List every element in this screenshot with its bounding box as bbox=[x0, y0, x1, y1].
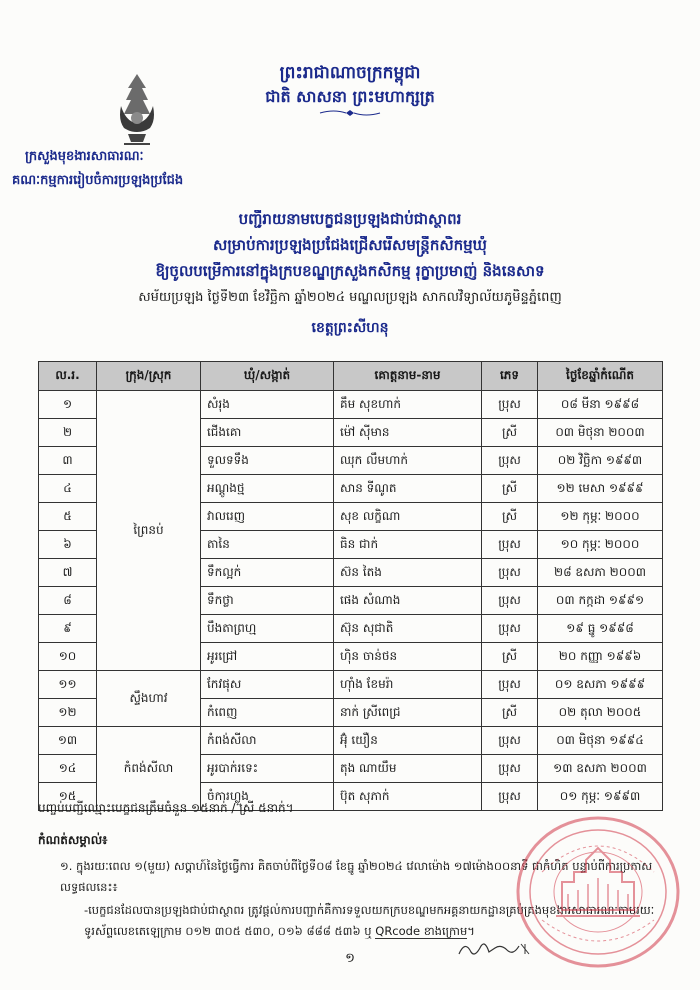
cell-district: ព្រៃនប់ bbox=[97, 391, 201, 671]
qrcode-reference: QRcode ខាងក្រោម bbox=[375, 924, 468, 938]
cell-name: នាក់ ស្រីពេជ្រ bbox=[334, 699, 482, 727]
cell-commune: បឹងតាព្រហ្ម bbox=[201, 615, 334, 643]
cell-sex: ប្រុស bbox=[482, 559, 538, 587]
cell-no: ៧ bbox=[39, 559, 97, 587]
committee-name: គណៈកម្មការរៀបចំការប្រឡងប្រជែង bbox=[12, 173, 184, 188]
cell-sex: ប្រុស bbox=[482, 531, 538, 559]
cell-no: ៨ bbox=[39, 587, 97, 615]
exam-session-line: សម័យប្រឡង ថ្ងៃទី២៣ ខែវិច្ឆិកា ឆ្នាំ២០២៤ មណ្ឌលប្រឡង សាកលវិទ្យាល័យភូមិន្ទភ្នំពេញ bbox=[138, 290, 562, 305]
cell-commune: អូរជ្រៅ bbox=[201, 643, 334, 671]
cell-sex: ប្រុស bbox=[482, 783, 538, 811]
cell-name: ម៉ៅ ស៊ីមាន bbox=[334, 419, 482, 447]
cell-dob: ០៣ កក្កដា ១៩៩១ bbox=[538, 587, 663, 615]
cell-sex: ប្រុស bbox=[482, 671, 538, 699]
cell-no: ១២ bbox=[39, 699, 97, 727]
note-item-2-end: ។ bbox=[467, 924, 475, 938]
cell-commune: កំពេញ bbox=[201, 699, 334, 727]
cell-name: ផេង សំណាង bbox=[334, 587, 482, 615]
cell-district: កំពង់សីលា bbox=[97, 727, 201, 811]
note-item-2-text: -បេក្ខជនដែលបានប្រឡងជាប់ជាស្ថាពរ ត្រូវផ្ដល់ការបញ្ជាក់គឺការទទួលយកក្របខណ្ឌមកអគ្គនាយកដ្ឋានគ្រប់គ្រងមុខងារសាធារណៈតាមរយៈទូរស័ព្ទលេខតេឡេក្រាម ០១២ ៣០៥ ៥៣០, ០១៦ ៨៨៨ ៥៣៦ ឬ bbox=[84, 903, 655, 938]
page-number: ១ bbox=[345, 951, 355, 966]
official-seal-stamp bbox=[512, 812, 684, 972]
cell-no: ២ bbox=[39, 419, 97, 447]
table-row bbox=[39, 671, 663, 699]
signature bbox=[455, 938, 535, 960]
cell-commune: តានៃ bbox=[201, 531, 334, 559]
notes-heading: កំណត់សម្គាល់៖ bbox=[38, 833, 108, 847]
cell-sex: ប្រុស bbox=[482, 447, 538, 475]
cell-commune: វាលរេញ bbox=[201, 503, 334, 531]
cell-sex: ស្រី bbox=[482, 643, 538, 671]
cell-dob: ០៣ មិថុនា ២០០៣ bbox=[538, 419, 663, 447]
cell-commune: អូរបាក់រទេះ bbox=[201, 755, 334, 783]
cell-dob: ០១ ឧសភា ១៩៩៩ bbox=[538, 671, 663, 699]
cell-commune: កំពង់សីលា bbox=[201, 727, 334, 755]
col-header-no: ល.រ. bbox=[39, 362, 97, 391]
cell-no: ៣ bbox=[39, 447, 97, 475]
cell-name: អ៊ុំ យឿន bbox=[334, 727, 482, 755]
candidates-table bbox=[38, 361, 663, 811]
cell-no: ៩ bbox=[39, 615, 97, 643]
national-motto: ជាតិ សាសនា ព្រះមហាក្សត្រ bbox=[265, 87, 435, 106]
cell-sex: ស្រី bbox=[482, 699, 538, 727]
cell-sex: ប្រុស bbox=[482, 727, 538, 755]
cell-dob: ២៨ ឧសភា ២០០៣ bbox=[538, 559, 663, 587]
cell-sex: ប្រុស bbox=[482, 587, 538, 615]
col-header-sex: ភេទ bbox=[482, 362, 538, 391]
cell-commune: ទួលទទឹង bbox=[201, 447, 334, 475]
list-summary: បញ្ចប់បញ្ជីឈ្មោះបេក្ខជនត្រឹមចំនួន ១៥នាក់ / ស្រី ៥នាក់។ bbox=[38, 801, 294, 815]
cell-dob: ១៣ ឧសភា ២០០៣ bbox=[538, 755, 663, 783]
cell-commune: ទឹកថ្លា bbox=[201, 587, 334, 615]
cell-commune: ទឹកល្អក់ bbox=[201, 559, 334, 587]
document-subtitle-2: ឱ្យចូលបម្រើការនៅក្នុងក្របខណ្ឌក្រសួងកសិកម្ម រុក្ខាប្រមាញ់ និងនេសាទ bbox=[155, 262, 545, 280]
cell-no: ១៤ bbox=[39, 755, 97, 783]
cell-sex: ស្រី bbox=[482, 419, 538, 447]
cell-no: ១០ bbox=[39, 643, 97, 671]
cell-name: ស៊ុន សុជាតិ bbox=[334, 615, 482, 643]
cell-no: ១៣ bbox=[39, 727, 97, 755]
cell-name: គឹម សុខហាក់ bbox=[334, 391, 482, 419]
cell-dob: ១២ កុម្ភៈ ២០០០ bbox=[538, 503, 663, 531]
col-header-dob: ថ្ងៃខែឆ្នាំកំណើត bbox=[538, 362, 663, 391]
table-header-row bbox=[39, 362, 663, 391]
cell-dob: ០៣ មិថុនា ១៩៩៤ bbox=[538, 727, 663, 755]
cell-commune: កែវផុស bbox=[201, 671, 334, 699]
kingdom-heading: ព្រះរាជាណាចក្រកម្ពុជា bbox=[279, 63, 421, 83]
cell-dob: ២០ កញ្ញា ១៩៩៦ bbox=[538, 643, 663, 671]
cell-commune: សំរុង bbox=[201, 391, 334, 419]
ministry-name: ក្រសួងមុខងារសាធារណៈ bbox=[25, 149, 144, 164]
table-row bbox=[39, 391, 663, 419]
cell-name: តុង ណាយឹម bbox=[334, 755, 482, 783]
ministry-emblem bbox=[112, 70, 162, 150]
cell-no: ៦ bbox=[39, 531, 97, 559]
table-row bbox=[39, 727, 663, 755]
cell-commune: ចំការហ្លួង bbox=[201, 783, 334, 811]
province-heading: ខេត្តព្រះសីហនុ bbox=[311, 320, 389, 336]
cell-sex: ស្រី bbox=[482, 475, 538, 503]
cell-name: ប៊ុត សុភាក់ bbox=[334, 783, 482, 811]
cell-name: ហ៊ិន ចាន់ថន bbox=[334, 643, 482, 671]
cell-commune: អណ្ដូងថ្ម bbox=[201, 475, 334, 503]
cell-no: ៤ bbox=[39, 475, 97, 503]
cell-dob: ១៩ ធ្នូ ១៩៩៨ bbox=[538, 615, 663, 643]
cell-name: សុខ លក្ខិណា bbox=[334, 503, 482, 531]
cell-dob: ០២ តុលា ២០០៥ bbox=[538, 699, 663, 727]
cell-dob: ០២ វិច្ឆិកា ១៩៩៣ bbox=[538, 447, 663, 475]
cell-no: ១១ bbox=[39, 671, 97, 699]
col-header-commune: ឃុំ/សង្កាត់ bbox=[201, 362, 334, 391]
cell-dob: ០១ កុម្ភៈ ១៩៩៣ bbox=[538, 783, 663, 811]
note-item-1: ១. ក្នុងរយៈពេល ១(មួយ) សប្ដាហ៍នៃថ្ងៃធ្វើការ គិតចាប់ពីថ្ងៃទី០៨ ខែធ្នូ ឆ្នាំ២០២៤ វេលាម៉ោង ១៧ម៉ោង០០នាទី ជាកំហិត បន្ទាប់ពីការប្រកាសលទ្ធផលនេះ៖ bbox=[60, 859, 653, 894]
cell-dob: ១០ កុម្ភៈ ២០០០ bbox=[538, 531, 663, 559]
cell-sex: ប្រុស bbox=[482, 755, 538, 783]
cell-sex: ប្រុស bbox=[482, 391, 538, 419]
cell-no: ១ bbox=[39, 391, 97, 419]
col-header-name: គោត្តនាម-នាម bbox=[334, 362, 482, 391]
ornament-divider bbox=[318, 108, 382, 118]
col-header-district: ក្រុង/ស្រុក bbox=[97, 362, 201, 391]
cell-dob: ០៨ មីនា ១៩៩៨ bbox=[538, 391, 663, 419]
cell-sex: ប្រុស bbox=[482, 615, 538, 643]
document-subtitle: សម្រាប់ការប្រឡងប្រជែងជ្រើសរើសមន្ត្រីកសិកម្មឃុំ bbox=[213, 236, 487, 254]
cell-commune: ជើងគោ bbox=[201, 419, 334, 447]
cell-name: សាន ទីណូត bbox=[334, 475, 482, 503]
cell-name: ហ៊ាំង ខែមរ៉ា bbox=[334, 671, 482, 699]
cell-dob: ១២ មេសា ១៩៩៩ bbox=[538, 475, 663, 503]
cell-name: ឈុក លឹមហាក់ bbox=[334, 447, 482, 475]
cell-no: ៥ bbox=[39, 503, 97, 531]
document-title: បញ្ជីរាយនាមបេក្ខជនប្រឡងជាប់ជាស្ថាពរ bbox=[238, 210, 462, 228]
cell-sex: ស្រី bbox=[482, 503, 538, 531]
cell-name: ធិន ជាក់ bbox=[334, 531, 482, 559]
cell-name: ស៊ន តៃង bbox=[334, 559, 482, 587]
cell-no: ១៥ bbox=[39, 783, 97, 811]
cell-district: ស្ទឹងហាវ bbox=[97, 671, 201, 727]
